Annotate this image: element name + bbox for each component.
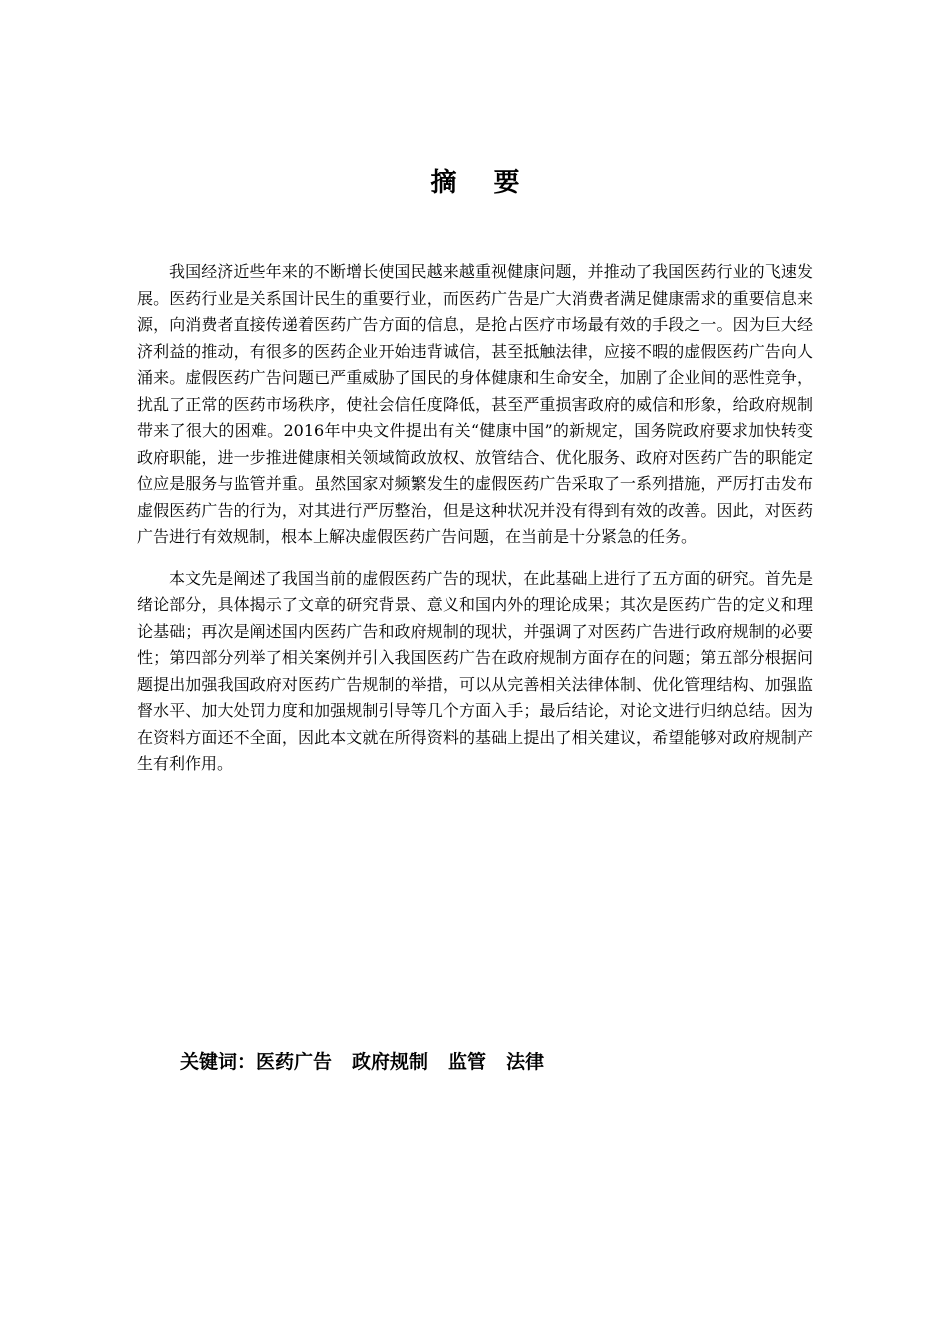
abstract-body <box>137 259 813 793</box>
keyword-item: 医药广告 <box>256 1051 333 1073</box>
abstract-paragraph-1: 我国经济近些年来的不断增长使国民越来越重视健康问题，并推动了我国医药行业的飞速发展。医药行业是关系国计民生的重要行业，而医药广告是广大消费者满足健康需求的重要信息来源，向消费者直接传递着医药广告方面的信息，是抢占医疗市场最有效的手段之一。因为巨大经济利益的推动，有很多的医药企业开始违背诚信，甚至抵触法律，应接不暇的虚假医药广告向人涌来。虚假医药广告问题已严重威胁了国民的身体健康和生命安全，加剧了企业间的恶性竞争，扰乱了正常的医药市场秩序，使社会信任度降低，甚至严重损害政府的威信和形象，给政府规制带来了很大的困难。2016年中央文件提出有关“健康中国”的新规定，国务院政府要求加快转变政府职能，进一步推进健康相关领域简政放权、放管结合、优化服务、政府对医药广告的职能定位应是服务与监管并重。虽然国家对频繁发生的虚假医药广告采取了一系列措施，严厉打击发布虚假医药广告的行为，对其进行严厉整治，但是这种状况并没有得到有效的改善。因此，对医药广告进行有效规制，根本上解决虚假医药广告问题，在当前是十分紧急的任务。 <box>137 262 813 546</box>
abstract-paragraph-2: 本文先是阐述了我国当前的虚假医药广告的现状，在此基础上进行了五方面的研究。首先是绪论部分，具体揭示了文章的研究背景、意义和国内外的理论成果；其次是医药广告的定义和理论基础；再次是阐述国内医药广告和政府规制的现状，并强调了对医药广告进行政府规制的必要性；第四部分列举了相关案例并引入我国医药广告在政府规制方面存在的问题；第五部分根据问题提出加强我国政府对医药广告规制的举措，可以从完善相关法律体制、优化管理结构、加强监督水平、加大处罚力度和加强规制引导等几个方面入手；最后结论，对论文进行归纳总结。因为在资料方面还不全面，因此本文就在所得资料的基础上提出了相关建议，希望能够对政府规制产生有利作用。 <box>137 568 813 773</box>
keyword-item: 政府规制 <box>352 1051 429 1073</box>
keyword-item: 法律 <box>506 1051 545 1073</box>
keywords-line <box>180 1046 544 1078</box>
keyword-item: 监管 <box>448 1051 487 1073</box>
page-title: 摘 要 <box>430 168 534 198</box>
keywords-label: 关键词： <box>180 1051 257 1073</box>
